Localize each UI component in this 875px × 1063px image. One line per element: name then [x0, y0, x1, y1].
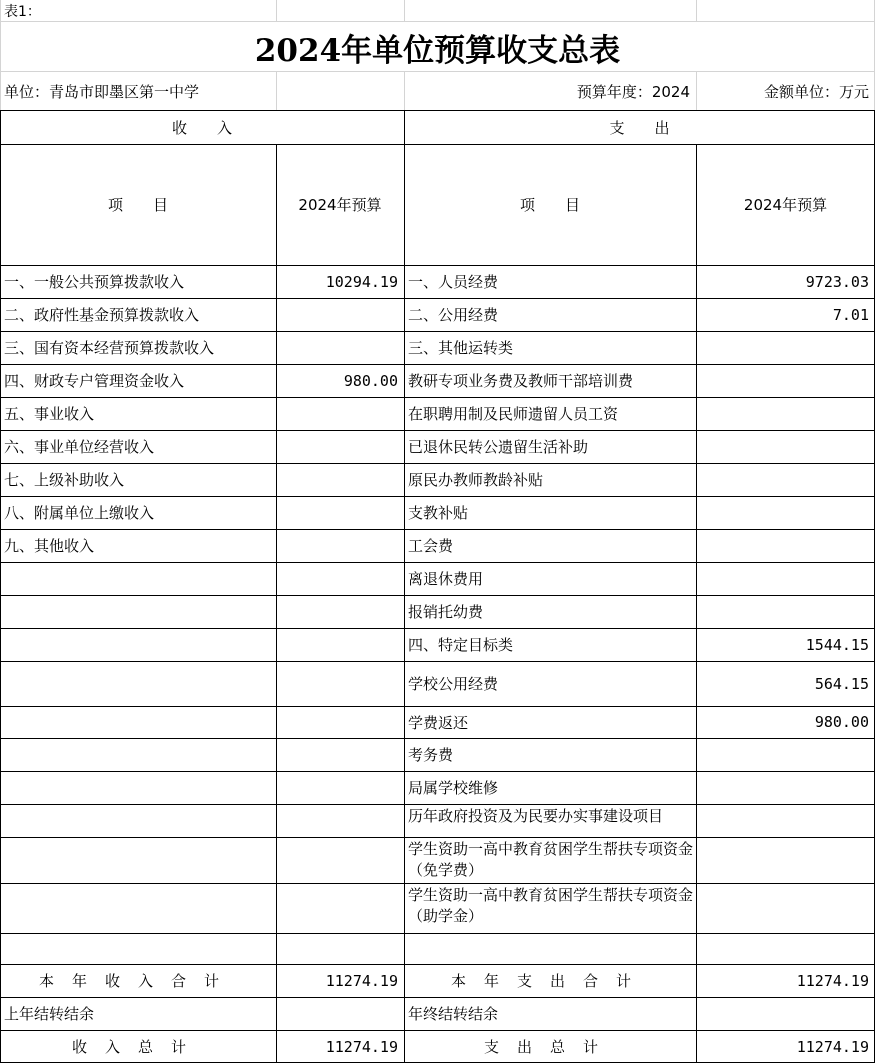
income-item-cell: [0, 933, 276, 964]
expense-amount-cell: 7.01: [832, 305, 869, 324]
expense-item-cell: 二、公用经费: [408, 306, 499, 324]
carry-in-label: 上年结转结余: [4, 1005, 95, 1023]
expense-amount-cell: [696, 804, 875, 837]
income-amount-cell: [276, 706, 404, 738]
income-grand-total-value: 11274.19: [325, 1037, 398, 1056]
page-title: 2024年单位预算收支总表: [254, 32, 621, 69]
income-budget-header: 2024年预算: [298, 196, 382, 214]
expense-amount-cell: [696, 883, 875, 933]
expense-item-cell: 教研专项业务费及教师干部培训费: [408, 372, 634, 390]
expense-amount-cell: [696, 595, 875, 628]
expense-amount-cell: [696, 430, 875, 463]
income-amount-cell: [276, 595, 404, 628]
income-item-cell: 一、一般公共预算拨款收入: [4, 273, 185, 291]
income-item-cell: 七、上级补助收入: [4, 471, 125, 489]
income-grand-total-label: 收入总计: [71, 1038, 204, 1056]
expense-item-cell: 考务费: [408, 746, 454, 764]
expense-item-cell: 报销托幼费: [408, 603, 484, 621]
carry-out-label: 年终结转结余: [408, 1005, 499, 1023]
expense-item-cell: 一、人员经费: [408, 273, 499, 291]
expense-item-cell: 原民办教师教龄补贴: [408, 471, 544, 489]
income-amount-cell: [276, 933, 404, 964]
income-item-cell: 六、事业单位经营收入: [4, 438, 155, 456]
expense-amount-cell: [696, 933, 875, 964]
expense-item-cell: 局属学校维修: [408, 779, 499, 797]
expense-item-cell: 学生资助一高中教育贫困学生帮扶专项资金（助学金）: [408, 886, 694, 925]
income-amount-cell: [276, 883, 404, 933]
income-item-cell: [0, 628, 276, 661]
income-amount-cell: [276, 661, 404, 706]
income-item-cell: 九、其他收入: [4, 537, 95, 555]
expense-amount-cell: [696, 397, 875, 430]
income-item-cell: 五、事业收入: [4, 405, 95, 423]
income-item-cell: [0, 771, 276, 804]
income-item-cell: [0, 804, 276, 837]
expense-item-cell: 学校公用经费: [408, 675, 499, 693]
income-amount-cell: [276, 397, 404, 430]
expense-section-header: 支 出: [609, 118, 670, 137]
income-amount-cell: [276, 562, 404, 595]
income-item-cell: [0, 738, 276, 771]
income-amount-cell: [276, 529, 404, 562]
year-expense-total-value: 11274.19: [796, 971, 869, 990]
income-amount-cell: [276, 463, 404, 496]
expense-amount-cell: [696, 837, 875, 883]
income-amount-cell: [276, 496, 404, 529]
income-item-cell: 二、政府性基金预算拨款收入: [4, 306, 200, 324]
expense-item-cell: 学生资助一高中教育贫困学生帮扶专项资金（免学费）: [408, 840, 694, 879]
income-amount-cell: 10294.19: [325, 272, 398, 291]
income-item-cell: 四、财政专户管理资金收入: [4, 372, 185, 390]
expense-item-cell: 已退休民转公遗留生活补助: [408, 438, 589, 456]
income-amount-cell: [276, 430, 404, 463]
expense-item-cell: 工会费: [408, 537, 454, 555]
year-expense-total-label: 本年支出合计: [450, 972, 649, 990]
expense-item-cell: 支教补贴: [408, 504, 469, 522]
expense-budget-header: 2024年预算: [743, 196, 828, 214]
expense-amount-cell: [696, 463, 875, 496]
income-item-cell: 三、国有资本经营预算拨款收入: [4, 339, 215, 357]
expense-amount-cell: 9723.03: [805, 272, 869, 291]
expense-amount-cell: [696, 562, 875, 595]
income-amount-cell: [276, 771, 404, 804]
expense-amount-cell: [696, 331, 875, 364]
income-amount-cell: [276, 804, 404, 837]
expense-amount-cell: [696, 771, 875, 804]
unit-label: 单位：青岛市即墨区第一中学: [4, 82, 200, 101]
income-amount-cell: [276, 298, 404, 331]
expense-amount-cell: 1544.15: [805, 635, 869, 654]
budget-year-label: 预算年度：2024: [576, 82, 690, 101]
income-amount-cell: [276, 331, 404, 364]
expense-amount-cell: [696, 364, 875, 397]
expense-item-cell: 三、其他运转类: [408, 339, 514, 357]
income-item-cell: [0, 661, 276, 706]
year-income-total-value: 11274.19: [325, 971, 398, 990]
income-item-cell: [0, 706, 276, 738]
expense-grand-total-label: 支出总计: [483, 1038, 616, 1056]
income-item-cell: [0, 883, 276, 933]
expense-item-cell: 四、特定目标类: [408, 636, 514, 654]
expense-item-cell: 离退休费用: [408, 570, 484, 588]
year-income-total-label: 本年收入合计: [38, 972, 237, 990]
income-amount-cell: [276, 837, 404, 883]
income-item-cell: [0, 562, 276, 595]
expense-item-cell: 在职聘用制及民师遗留人员工资: [408, 405, 619, 423]
income-item-cell: [0, 837, 276, 883]
sheet-label: 表1：: [4, 4, 41, 20]
expense-grand-total-value: 11274.19: [796, 1037, 869, 1056]
expense-amount-cell: 564.15: [814, 674, 869, 693]
expense-amount-cell: [696, 496, 875, 529]
expense-item-cell: 学费返还: [408, 713, 469, 732]
income-amount-cell: [276, 628, 404, 661]
expense-item-header: 项 目: [519, 196, 580, 214]
expense-amount-cell: [696, 738, 875, 771]
income-section-header: 收 入: [171, 118, 232, 137]
expense-item-cell: 历年政府投资及为民要办实事建设项目: [408, 807, 664, 825]
income-item-header: 项 目: [107, 196, 168, 214]
income-amount-cell: [276, 738, 404, 771]
income-item-cell: [0, 595, 276, 628]
expense-item-cell: [404, 933, 696, 964]
expense-amount-cell: [696, 529, 875, 562]
income-item-cell: 八、附属单位上缴收入: [4, 504, 155, 522]
amount-unit-label: 金额单位：万元: [763, 82, 869, 101]
expense-amount-cell: 980.00: [814, 713, 869, 731]
income-amount-cell: 980.00: [343, 371, 398, 390]
